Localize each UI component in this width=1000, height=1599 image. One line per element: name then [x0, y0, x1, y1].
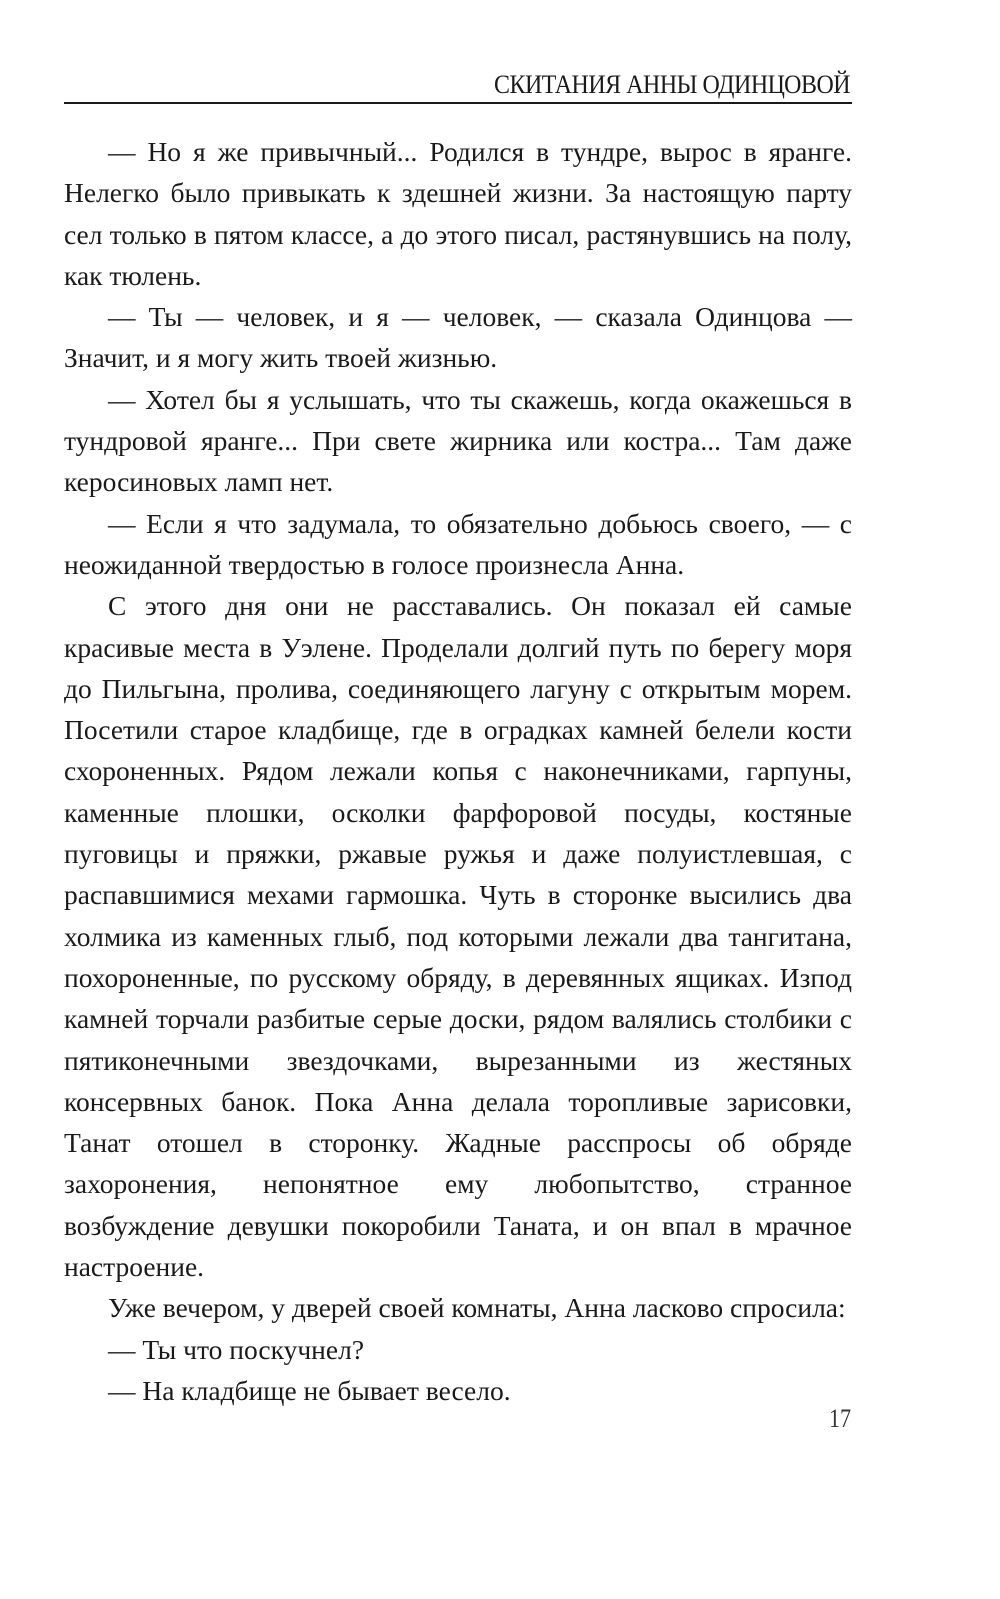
paragraph: — Хотел бы я услышать, что ты скажешь, когда окажешься в тундровой яранге... При свете жирника или костра... Там даже керосиновых ламп нет.	[64, 383, 852, 498]
paragraph: Уже вечером, у дверей своей комнаты, Анна ласково спросила:	[108, 1292, 846, 1324]
paragraph: — Если я что задумала, то обязательно добьюсь своего, — с неожиданной твердостью в голосе произнесла Анна.	[64, 507, 852, 580]
paragraph: — Ты — человек, и я — человек, — сказала Одинцова — Значит, и я могу жить твоей жизнью.	[64, 301, 852, 374]
body-text	[64, 131, 852, 1411]
paragraph: — Ты что поскучнел?	[108, 1333, 365, 1365]
paragraph: С этого дня они не расставались. Он показал ей самые красивые места в Уэлене. Проделали долгий путь по берегу моря до Пильгына, пролива, соединяющего лагуну с открытым морем. Посетили старое кладбище, где в оградках камней белели кости схороненных. Рядом лежали копья с наконечниками, гарпуны, каменные плошки, осколки фарфоровой посуды, костяные пуговицы и пряжки, ржавые ружья и даже полуистлевшая, с распавшимися мехами гармошка. Чуть в сторонке высились два холмика из каменных глыб, под которыми лежали два тангитана, похороненные, по русскому обряду, в деревянных ящиках. Изпод камней торчали разбитые серые доски, рядом валялись столбики с пятиконечными звездочками, вырезанными из жестяных консервных банок. Пока Анна делала торопливые зарисовки, Танат отошел в сторонку. Жадные расспросы об обряде захоронения, непонятное ему любопытство, странное возбуждение девушки покоробили Таната, и он впал в мрачное настроение.	[64, 590, 852, 1283]
page-number: 17	[829, 1404, 852, 1433]
paragraph: — Но я же привычный... Родился в тундре, вырос в яранге. Нелегко было привыкать к здешней жизни. За настоящую парту сел только в пятом классе, а до этого писал, растянувшись на полу, как тюлень.	[64, 136, 852, 291]
running-head-title: СКИТАНИЯ АННЫ ОДИНЦОВОЙ	[493, 70, 850, 99]
paragraph: — На кладбище не бывает весело.	[108, 1374, 511, 1406]
running-head	[64, 66, 852, 104]
